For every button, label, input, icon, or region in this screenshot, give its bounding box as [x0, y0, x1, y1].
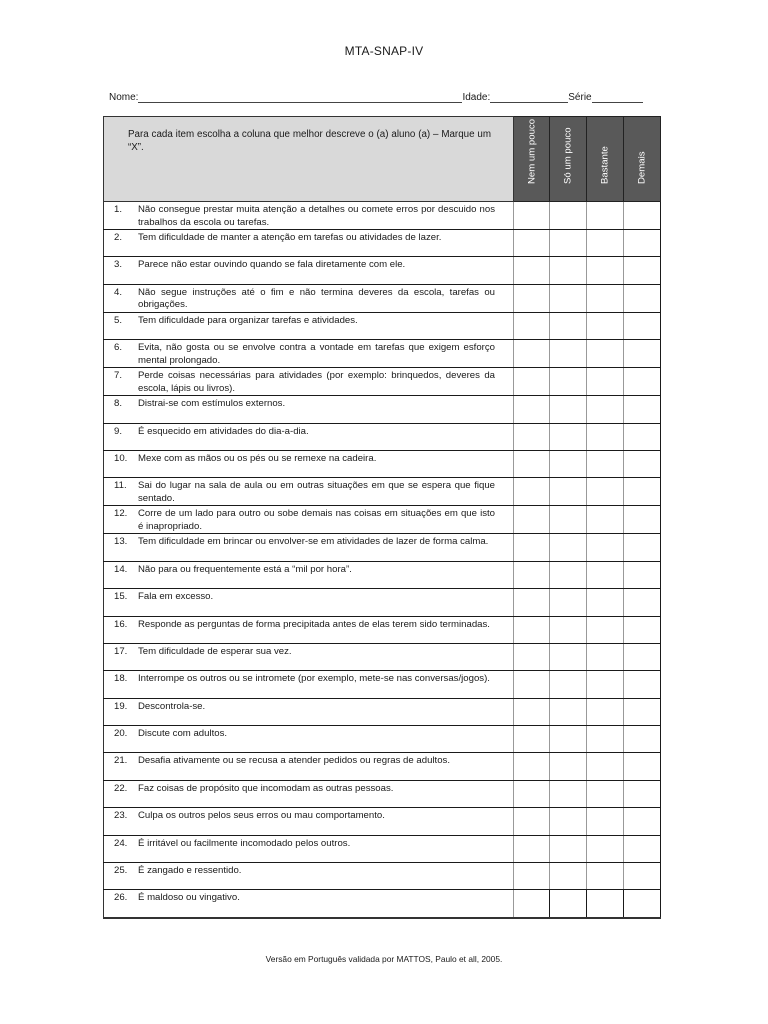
item-number: 11.	[114, 480, 127, 492]
item-content	[104, 699, 513, 714]
item-text: Perde coisas necessárias para atividades (por exemplo: brinquedos, deveres da escola, lápis ou livros).	[138, 370, 495, 394]
item-number: 19.	[114, 700, 128, 712]
item-number: 17.	[114, 645, 128, 657]
item-description-cell	[104, 780, 514, 807]
answer-cell-bastante[interactable]	[587, 780, 624, 807]
item-description-cell	[104, 478, 514, 506]
item-text: Evita, não gosta ou se envolve contra a vontade em tarefas que exigem esforço mental prolongado.	[138, 342, 495, 366]
grade-field[interactable]	[592, 92, 643, 103]
answer-cell-demais[interactable]	[624, 202, 661, 230]
item-number: 4.	[114, 286, 123, 298]
item-text: Não consegue prestar muita atenção a detalhes ou comete erros por descuido nos trabalhos da escola ou tarefas.	[138, 204, 495, 228]
answer-cell-nem-um-pouco[interactable]	[514, 230, 550, 257]
item-description-cell	[104, 589, 514, 616]
item-number: 8.	[114, 398, 123, 410]
answer-cell-bastante[interactable]	[587, 726, 624, 753]
item-text: Interrompe os outros ou se intromete (por exemplo, mete-se nas conversas/jogos).	[138, 673, 490, 685]
answer-cell-bastante[interactable]	[587, 312, 624, 339]
item-description-cell	[104, 368, 514, 396]
item-description-cell	[104, 561, 514, 588]
answer-cell-nem-um-pouco[interactable]	[514, 450, 550, 477]
answer-cell-so-um-pouco[interactable]	[550, 284, 587, 312]
table-header-row	[104, 117, 661, 202]
item-content	[104, 617, 513, 632]
item-number: 7.	[114, 370, 123, 382]
item-description-cell	[104, 890, 514, 918]
item-text: Tem dificuldade de esperar sua vez.	[138, 645, 292, 657]
item-description-cell	[104, 450, 514, 477]
answer-cell-nem-um-pouco[interactable]	[514, 835, 550, 862]
answer-cell-nem-um-pouco[interactable]	[514, 257, 550, 284]
item-content	[104, 285, 513, 312]
answer-cell-nem-um-pouco[interactable]	[514, 202, 550, 230]
item-text: Parece não estar ouvindo quando se fala diretamente com ele.	[138, 259, 406, 271]
item-content	[104, 230, 513, 245]
item-content	[104, 534, 513, 549]
table-row	[104, 589, 661, 616]
item-description-cell	[104, 257, 514, 284]
answer-cell-so-um-pouco[interactable]	[550, 368, 587, 396]
name-label: Nome:	[109, 92, 139, 103]
answer-cell-so-um-pouco[interactable]	[550, 257, 587, 284]
item-text: É irritável ou facilmente incomodado pelos outros.	[138, 837, 351, 849]
item-text: É esquecido em atividades do dia-a-dia.	[138, 425, 309, 437]
answer-cell-so-um-pouco[interactable]	[550, 478, 587, 506]
answer-cell-so-um-pouco[interactable]	[550, 423, 587, 450]
answer-cell-nem-um-pouco[interactable]	[514, 534, 550, 561]
table-row	[104, 450, 661, 477]
item-text: Culpa os outros pelos seus erros ou mau comportamento.	[138, 810, 385, 822]
answer-cell-nem-um-pouco[interactable]	[514, 780, 550, 807]
item-description-cell	[104, 284, 514, 312]
item-content	[104, 396, 513, 411]
answer-cell-nem-um-pouco[interactable]	[514, 561, 550, 588]
table-row	[104, 890, 661, 918]
answer-cell-so-um-pouco[interactable]	[550, 808, 587, 835]
answer-cell-so-um-pouco[interactable]	[550, 890, 587, 918]
item-number: 25.	[114, 865, 128, 877]
item-number: 2.	[114, 232, 123, 243]
answer-cell-nem-um-pouco[interactable]	[514, 808, 550, 835]
item-text: Não segue instruções até o fim e não termina deveres da escola, tarefas ou obrigações.	[138, 286, 495, 311]
answer-cell-nem-um-pouco[interactable]	[514, 396, 550, 423]
item-number: 24.	[114, 837, 128, 849]
answer-cell-so-um-pouco[interactable]	[550, 726, 587, 753]
answer-cell-bastante[interactable]	[587, 284, 624, 312]
table-row	[104, 534, 661, 561]
item-content	[104, 644, 513, 659]
item-text: Fala em excesso.	[138, 591, 214, 603]
answer-cell-so-um-pouco[interactable]	[550, 312, 587, 339]
answer-cell-demais[interactable]	[624, 230, 661, 257]
instructions-text: Para cada item escolha a coluna que melhor descreve o (a) aluno (a) – Marque um “X”.	[128, 129, 491, 153]
item-content	[104, 562, 513, 577]
answer-cell-demais[interactable]	[624, 643, 661, 670]
item-description-cell	[104, 506, 514, 534]
assessment-table	[103, 116, 661, 919]
table-row	[104, 284, 661, 312]
item-description-cell	[104, 340, 514, 368]
document-title: MTA-SNAP-IV	[344, 44, 424, 58]
answer-cell-bastante[interactable]	[587, 753, 624, 780]
answer-cell-nem-um-pouco[interactable]	[514, 671, 550, 698]
answer-cell-demais[interactable]	[624, 284, 661, 312]
item-text: Não para ou frequentemente está a “mil por hora”.	[138, 563, 352, 575]
age-label: Idade:	[462, 92, 491, 103]
answer-cell-bastante[interactable]	[587, 340, 624, 368]
item-text: Distrai-se com estímulos externos.	[138, 398, 286, 410]
answer-cell-demais[interactable]	[624, 698, 661, 725]
answer-cell-demais[interactable]	[624, 312, 661, 339]
answer-cell-nem-um-pouco[interactable]	[514, 863, 550, 890]
item-description-cell	[104, 616, 514, 643]
item-content	[104, 202, 513, 229]
answer-cell-so-um-pouco[interactable]	[550, 863, 587, 890]
answer-cell-bastante[interactable]	[587, 589, 624, 616]
answer-cell-demais[interactable]	[624, 506, 661, 534]
answer-cell-demais[interactable]	[624, 450, 661, 477]
answer-cell-so-um-pouco[interactable]	[550, 589, 587, 616]
table-row	[104, 368, 661, 396]
item-text: Sai do lugar na sala de aula ou em outras situações em que se espera que fique sentado.	[138, 480, 495, 504]
table-row	[104, 506, 661, 534]
item-description-cell	[104, 671, 514, 698]
table-row	[104, 340, 661, 368]
answer-cell-so-um-pouco[interactable]	[550, 506, 587, 534]
answer-cell-bastante[interactable]	[587, 616, 624, 643]
item-number: 15.	[114, 591, 128, 603]
column-header-demais: Demais	[624, 117, 661, 202]
table-row	[104, 643, 661, 670]
answer-cell-nem-um-pouco[interactable]	[514, 616, 550, 643]
answer-cell-demais[interactable]	[624, 368, 661, 396]
answer-cell-bastante[interactable]	[587, 368, 624, 396]
answer-cell-nem-um-pouco[interactable]	[514, 753, 550, 780]
answer-cell-bastante[interactable]	[587, 643, 624, 670]
answer-cell-nem-um-pouco[interactable]	[514, 423, 550, 450]
answer-cell-bastante[interactable]	[587, 506, 624, 534]
item-text: É maldoso ou vingativo.	[138, 892, 240, 904]
answer-cell-nem-um-pouco[interactable]	[514, 890, 550, 918]
item-description-cell	[104, 726, 514, 753]
answer-cell-so-um-pouco[interactable]	[550, 396, 587, 423]
table-row	[104, 312, 661, 339]
answer-cell-bastante[interactable]	[587, 835, 624, 862]
table-row	[104, 835, 661, 862]
answer-cell-demais[interactable]	[624, 863, 661, 890]
item-content	[104, 863, 513, 878]
table-row	[104, 478, 661, 506]
answer-cell-so-um-pouco[interactable]	[550, 534, 587, 561]
table-row	[104, 753, 661, 780]
answer-cell-bastante[interactable]	[587, 423, 624, 450]
item-text: É zangado e ressentido.	[138, 865, 242, 877]
item-content	[104, 340, 513, 367]
item-text: Responde as perguntas de forma precipitada antes de elas terem sido terminadas.	[138, 618, 490, 630]
answer-cell-so-um-pouco[interactable]	[550, 698, 587, 725]
item-number: 10.	[114, 452, 128, 464]
table-row	[104, 202, 661, 230]
item-text: Discute com adultos.	[138, 728, 228, 740]
table-row	[104, 230, 661, 257]
item-number: 23.	[114, 810, 128, 822]
answer-cell-so-um-pouco[interactable]	[550, 643, 587, 670]
answer-cell-so-um-pouco[interactable]	[550, 671, 587, 698]
item-content	[104, 313, 513, 328]
answer-cell-nem-um-pouco[interactable]	[514, 284, 550, 312]
table-row	[104, 257, 661, 284]
item-description-cell	[104, 753, 514, 780]
answer-cell-bastante[interactable]	[587, 698, 624, 725]
item-number: 9.	[114, 425, 123, 437]
answer-cell-so-um-pouco[interactable]	[550, 753, 587, 780]
table-row	[104, 780, 661, 807]
item-number: 22.	[114, 782, 128, 794]
answer-cell-demais[interactable]	[624, 534, 661, 561]
answer-cell-bastante[interactable]	[587, 396, 624, 423]
table-row	[104, 863, 661, 890]
item-content	[104, 589, 513, 604]
item-description-cell	[104, 643, 514, 670]
student-info-line	[109, 89, 660, 103]
answer-cell-so-um-pouco[interactable]	[550, 202, 587, 230]
answer-cell-so-um-pouco[interactable]	[550, 340, 587, 368]
answer-cell-demais[interactable]	[624, 835, 661, 862]
answer-cell-demais[interactable]	[624, 671, 661, 698]
item-text: Mexe com as mãos ou os pés ou se remexe na cadeira.	[138, 452, 377, 464]
item-content	[104, 836, 513, 851]
answer-cell-demais[interactable]	[624, 340, 661, 368]
table-row	[104, 698, 661, 725]
answer-cell-bastante[interactable]	[587, 230, 624, 257]
table-row	[104, 726, 661, 753]
item-text: Corre de um lado para outro ou sobe demais nas coisas em situações em que isto é inapropriado.	[138, 508, 495, 532]
answer-cell-nem-um-pouco[interactable]	[514, 506, 550, 534]
item-description-cell	[104, 808, 514, 835]
answer-cell-bastante[interactable]	[587, 202, 624, 230]
name-field[interactable]	[138, 92, 462, 103]
item-description-cell	[104, 396, 514, 423]
answer-cell-bastante[interactable]	[587, 257, 624, 284]
item-text: Tem dificuldade para organizar tarefas e atividades.	[138, 314, 358, 326]
answer-cell-so-um-pouco[interactable]	[550, 450, 587, 477]
answer-cell-nem-um-pouco[interactable]	[514, 726, 550, 753]
column-header-nem-um-pouco: Nem um pouco	[514, 117, 550, 202]
item-text: Faz coisas de propósito que incomodam as outras pessoas.	[138, 782, 394, 794]
item-number: 20.	[114, 728, 128, 740]
answer-cell-nem-um-pouco[interactable]	[514, 368, 550, 396]
answer-cell-nem-um-pouco[interactable]	[514, 589, 550, 616]
answer-cell-demais[interactable]	[624, 726, 661, 753]
item-description-cell	[104, 863, 514, 890]
item-description-cell	[104, 423, 514, 450]
answer-cell-demais[interactable]	[624, 808, 661, 835]
answer-cell-demais[interactable]	[624, 780, 661, 807]
table-row	[104, 616, 661, 643]
answer-cell-nem-um-pouco[interactable]	[514, 643, 550, 670]
item-description-cell	[104, 698, 514, 725]
item-content	[104, 451, 513, 466]
answer-cell-bastante[interactable]	[587, 808, 624, 835]
answer-cell-so-um-pouco[interactable]	[550, 561, 587, 588]
item-text: Descontrola-se.	[138, 700, 206, 712]
footer-citation: Versão em Português validada por MATTOS, Paulo et all, 2005.	[265, 954, 503, 964]
age-field[interactable]	[490, 92, 568, 103]
instructions-header	[104, 117, 514, 202]
grade-label: Série	[568, 92, 592, 103]
item-content	[104, 753, 513, 768]
table-row	[104, 808, 661, 835]
table-row	[104, 671, 661, 698]
answer-cell-so-um-pouco[interactable]	[550, 835, 587, 862]
table-row	[104, 423, 661, 450]
items-body	[104, 202, 661, 918]
item-text: Tem dificuldade em brincar ou envolver-se em atividades de lazer de forma calma.	[138, 536, 489, 548]
item-number: 26.	[114, 892, 128, 904]
item-number: 1.	[114, 204, 123, 215]
item-description-cell	[104, 202, 514, 230]
answer-cell-bastante[interactable]	[587, 671, 624, 698]
item-description-cell	[104, 230, 514, 257]
item-content	[104, 781, 513, 796]
answer-cell-demais[interactable]	[624, 616, 661, 643]
answer-cell-nem-um-pouco[interactable]	[514, 698, 550, 725]
item-number: 21.	[114, 755, 128, 767]
item-content	[104, 671, 513, 686]
item-content	[104, 368, 513, 395]
column-header-bastante: Bastante	[587, 117, 624, 202]
answer-cell-nem-um-pouco[interactable]	[514, 312, 550, 339]
item-content	[104, 424, 513, 439]
answer-cell-bastante[interactable]	[587, 450, 624, 477]
answer-cell-bastante[interactable]	[587, 863, 624, 890]
item-content	[104, 506, 513, 533]
item-content	[104, 808, 513, 823]
answer-cell-demais[interactable]	[624, 396, 661, 423]
column-header-so-um-pouco: Só um pouco	[550, 117, 587, 202]
answer-cell-so-um-pouco[interactable]	[550, 230, 587, 257]
answer-cell-demais[interactable]	[624, 257, 661, 284]
answer-cell-bastante[interactable]	[587, 890, 624, 918]
answer-cell-demais[interactable]	[624, 890, 661, 918]
answer-cell-demais[interactable]	[624, 561, 661, 588]
answer-cell-bastante[interactable]	[587, 478, 624, 506]
item-content	[104, 890, 513, 905]
answer-cell-so-um-pouco[interactable]	[550, 616, 587, 643]
item-number: 5.	[114, 314, 123, 326]
item-number: 6.	[114, 342, 123, 354]
item-number: 14.	[114, 563, 128, 575]
item-description-cell	[104, 534, 514, 561]
answer-cell-so-um-pouco[interactable]	[550, 780, 587, 807]
table-row	[104, 396, 661, 423]
item-content	[104, 478, 513, 505]
item-number: 18.	[114, 673, 128, 685]
answer-cell-demais[interactable]	[624, 753, 661, 780]
table-row	[104, 561, 661, 588]
answer-cell-nem-um-pouco[interactable]	[514, 478, 550, 506]
answer-cell-demais[interactable]	[624, 423, 661, 450]
item-text: Desafia ativamente ou se recusa a atender pedidos ou regras de adultos.	[138, 755, 450, 767]
item-content	[104, 726, 513, 741]
item-number: 13.	[114, 536, 128, 548]
item-number: 16.	[114, 618, 128, 630]
item-content	[104, 257, 513, 272]
item-description-cell	[104, 835, 514, 862]
answer-cell-demais[interactable]	[624, 589, 661, 616]
answer-cell-bastante[interactable]	[587, 561, 624, 588]
answer-cell-nem-um-pouco[interactable]	[514, 340, 550, 368]
item-text: Tem dificuldade de manter a atenção em tarefas ou atividades de lazer.	[138, 232, 442, 243]
item-number: 3.	[114, 259, 123, 271]
item-description-cell	[104, 312, 514, 339]
answer-cell-demais[interactable]	[624, 478, 661, 506]
item-number: 12.	[114, 508, 128, 520]
answer-cell-bastante[interactable]	[587, 534, 624, 561]
